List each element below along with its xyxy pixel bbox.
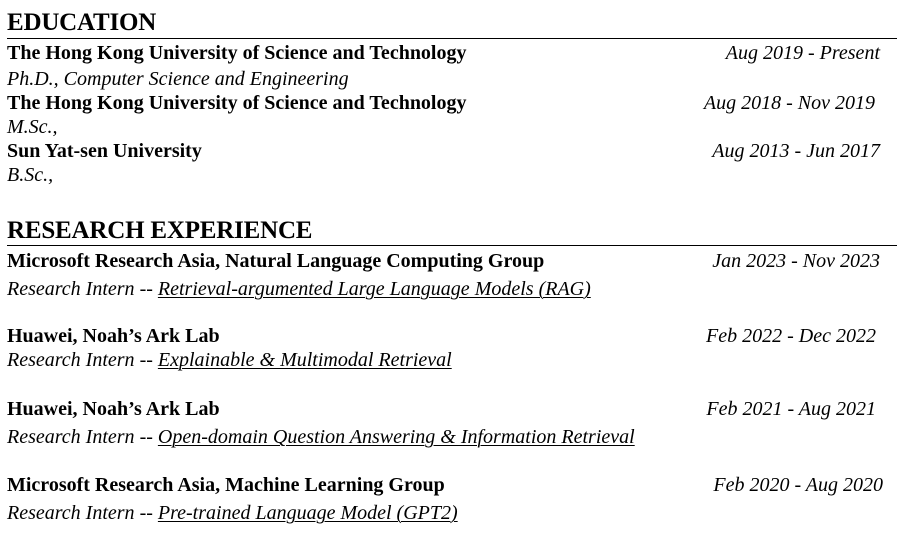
research-organization: Microsoft Research Asia, Natural Language Computing Group [7, 250, 545, 272]
education-institution: The Hong Kong University of Science and Technology [7, 42, 467, 64]
education-date: Aug 2013 - Jun 2017 [712, 140, 880, 162]
research-role-line [7, 348, 452, 372]
role-separator: -- [134, 426, 158, 448]
research-role-line [7, 425, 635, 449]
research-topic: Retrieval-argumented Large Language Models (RAG) [157, 278, 591, 300]
research-organization: Huawei, Noah’s Ark Lab [7, 398, 220, 420]
research-role: Research Intern [7, 278, 135, 300]
research-topic: Explainable & Multimodal Retrieval [157, 349, 452, 371]
research-organization: Microsoft Research Asia, Machine Learning Group [7, 474, 445, 496]
research-heading: RESEARCH EXPERIENCE [7, 217, 313, 244]
education-institution: Sun Yat-sen University [7, 140, 202, 162]
education-date: Aug 2018 - Nov 2019 [703, 92, 875, 114]
research-organization: Huawei, Noah’s Ark Lab [7, 325, 220, 347]
research-role-line [7, 277, 591, 301]
education-institution: The Hong Kong University of Science and Technology [7, 92, 467, 114]
research-role-line [7, 501, 458, 525]
research-divider [7, 245, 897, 246]
research-topic: Pre-trained Language Model (GPT2) [157, 502, 458, 524]
education-degree: B.Sc., [7, 164, 54, 186]
education-degree: Ph.D., Computer Science and Engineering [7, 68, 349, 90]
research-date: Feb 2020 - Aug 2020 [713, 474, 883, 496]
research-date: Feb 2022 - Dec 2022 [706, 325, 876, 347]
role-separator: -- [134, 502, 158, 524]
education-divider [7, 38, 897, 39]
research-topic: Open-domain Question Answering & Information Retrieval [157, 426, 635, 448]
research-date: Feb 2021 - Aug 2021 [706, 398, 876, 420]
role-separator: -- [134, 278, 158, 300]
research-role: Research Intern [7, 426, 135, 448]
research-date: Jan 2023 - Nov 2023 [712, 250, 880, 272]
education-heading: EDUCATION [7, 9, 157, 36]
role-separator: -- [134, 349, 158, 371]
education-degree: M.Sc., [7, 116, 58, 138]
education-date: Aug 2019 - Present [725, 42, 880, 64]
research-role: Research Intern [7, 502, 135, 524]
research-role: Research Intern [7, 349, 135, 371]
